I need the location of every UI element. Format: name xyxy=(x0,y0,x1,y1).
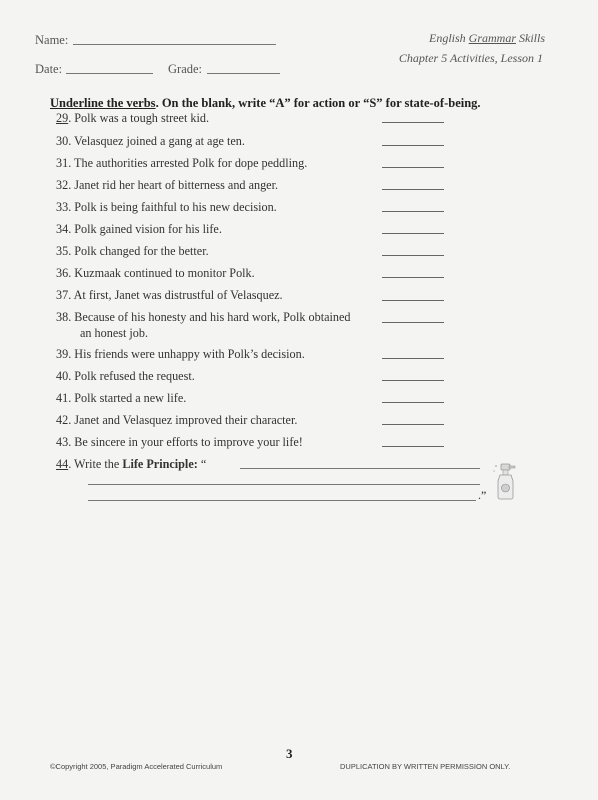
grade-blank[interactable] xyxy=(207,73,280,74)
item-text: . Polk changed for the better. xyxy=(68,244,209,258)
list-item-continuation: an honest job. xyxy=(80,326,149,340)
list-item xyxy=(56,111,209,126)
course-title xyxy=(429,31,545,46)
list-item xyxy=(56,134,245,149)
item-number: 41 xyxy=(56,391,69,405)
item-text: . Janet and Velasquez improved their character. xyxy=(68,413,298,427)
item-number: 35 xyxy=(56,244,69,258)
item-number: 29 xyxy=(56,111,69,125)
item-number: 38 xyxy=(56,310,69,324)
item-number: 33 xyxy=(56,200,69,214)
answer-blank[interactable] xyxy=(382,402,444,403)
page-number: 3 xyxy=(286,746,293,761)
spray-bottle-icon xyxy=(492,462,520,500)
answer-blank[interactable] xyxy=(382,358,444,359)
item-number: 36 xyxy=(56,266,69,280)
answer-blank[interactable] xyxy=(382,145,444,146)
item-text: . Velasquez joined a gang at age ten. xyxy=(68,134,245,148)
item-text: . His friends were unhappy with Polk’s decision. xyxy=(68,347,305,361)
list-item xyxy=(56,347,305,362)
item-text: . Janet rid her heart of bitterness and anger. xyxy=(68,178,279,192)
open-quote: “ xyxy=(200,457,207,471)
instructions-rest: . On the blank, write “A” for action or “S” for state-of-being. xyxy=(155,96,481,110)
item-number: 30 xyxy=(56,134,69,148)
item-number: 31 xyxy=(56,156,69,170)
item-number: 42 xyxy=(56,413,69,427)
list-item xyxy=(56,435,303,450)
item-number: 37 xyxy=(56,288,69,302)
item-number: 32 xyxy=(56,178,69,192)
item-text: . Be sincere in your efforts to improve your life! xyxy=(68,435,303,449)
date-blank[interactable] xyxy=(66,73,153,74)
answer-blank[interactable] xyxy=(382,446,444,447)
item-text: . The authorities arrested Polk for dope peddling. xyxy=(68,156,308,170)
list-item xyxy=(56,244,209,259)
item-text: . Polk gained vision for his life. xyxy=(68,222,222,236)
item-text: . Kuzmaak continued to monitor Polk. xyxy=(68,266,255,280)
item-number: 39 xyxy=(56,347,69,361)
life-principle-blank-3[interactable] xyxy=(88,500,476,501)
item-number: 44 xyxy=(56,457,69,471)
answer-blank[interactable] xyxy=(382,211,444,212)
life-principle-blank-1[interactable] xyxy=(240,468,480,469)
item-number: 43 xyxy=(56,435,69,449)
item-text: . Write the xyxy=(68,457,123,471)
list-item xyxy=(56,288,283,303)
grade-label: Grade: xyxy=(168,62,203,76)
list-item xyxy=(56,200,277,215)
date-label: Date: xyxy=(35,62,63,76)
item-text: . Polk was a tough street kid. xyxy=(68,111,210,125)
item-text: . Polk is being faithful to his new decision. xyxy=(68,200,277,214)
answer-blank[interactable] xyxy=(382,255,444,256)
course-prefix: English xyxy=(428,31,469,45)
item-text: . Polk started a new life. xyxy=(68,391,187,405)
answer-blank[interactable] xyxy=(382,189,444,190)
answer-blank[interactable] xyxy=(382,277,444,278)
list-item xyxy=(56,391,186,406)
duplication-notice: DUPLICATION BY WRITTEN PERMISSION ONLY. xyxy=(340,762,511,771)
list-item xyxy=(56,156,307,171)
life-principle-blank-2[interactable] xyxy=(88,484,480,485)
answer-blank[interactable] xyxy=(382,424,444,425)
answer-blank[interactable] xyxy=(382,122,444,123)
name-label: Name: xyxy=(35,33,69,47)
item-number: 34 xyxy=(56,222,69,236)
answer-blank[interactable] xyxy=(382,167,444,168)
list-item xyxy=(56,369,195,384)
chapter-label: Chapter 5 Activities, Lesson 1 xyxy=(398,51,543,65)
item-text: . At first, Janet was distrustful of Velasquez. xyxy=(68,288,283,302)
copyright-text: ©Copyright 2005, Paradigm Accelerated Curriculum xyxy=(50,762,223,771)
answer-blank[interactable] xyxy=(382,233,444,234)
list-item xyxy=(56,310,350,325)
answer-blank[interactable] xyxy=(382,380,444,381)
life-principle-prompt xyxy=(56,457,206,472)
life-principle-label: Life Principle: xyxy=(122,457,198,471)
course-suffix: Skills xyxy=(516,31,545,45)
item-number: 40 xyxy=(56,369,69,383)
list-item xyxy=(56,413,297,428)
instructions xyxy=(50,96,481,111)
item-text: . Because of his honesty and his hard work, Polk obtained xyxy=(68,310,351,324)
answer-blank[interactable] xyxy=(382,300,444,301)
close-quote: .” xyxy=(478,488,487,502)
answer-blank[interactable] xyxy=(382,322,444,323)
item-text: . Polk refused the request. xyxy=(68,369,195,383)
course-underlined: Grammar xyxy=(468,31,516,45)
instructions-underlined: Underline the verbs xyxy=(50,96,156,110)
list-item xyxy=(56,266,255,281)
name-blank[interactable] xyxy=(73,44,276,45)
list-item xyxy=(56,222,222,237)
list-item xyxy=(56,178,278,193)
